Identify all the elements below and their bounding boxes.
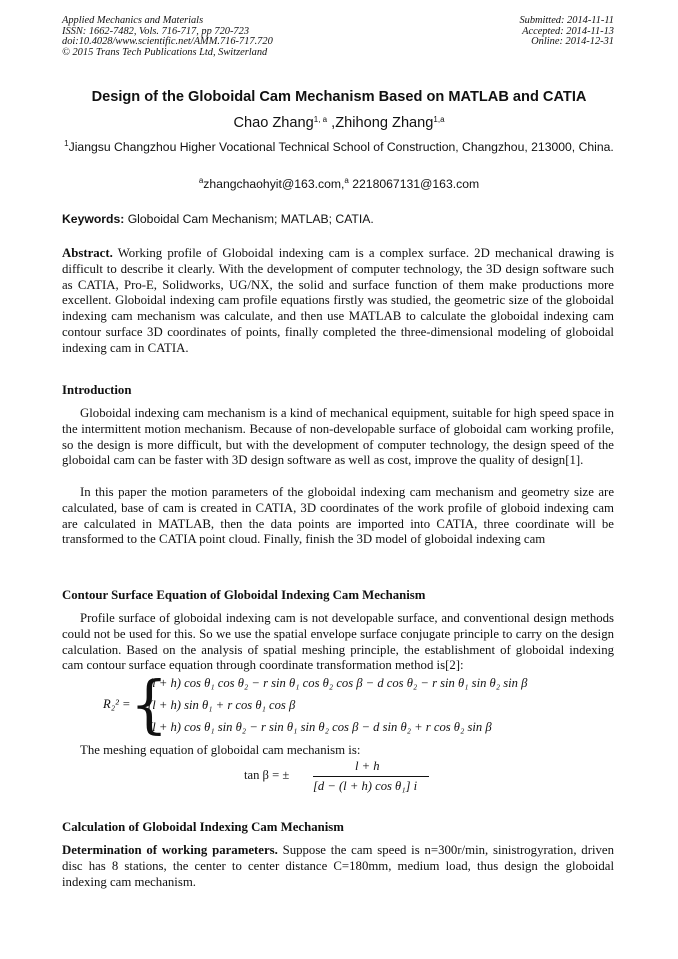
online-date: Online: 2014-12-31 <box>531 36 614 48</box>
journal-header-left <box>62 16 273 58</box>
calc-paragraph <box>62 843 614 890</box>
journal-header-right <box>519 16 614 48</box>
abstract-text: Working profile of Globoidal indexing cam is a complex surface. 2D mechanical drawing is difficult to describe it clearly. With the development of computer technology, the 3D design software such as CATIA, Pro-E, Solidworks, UG/NX, the solid and surface function of them make productions more excellent. Globoidal indexing cam profile equations firstly was studied, the geometric size of the globoidal indexing cam mechanism was calculate, and then use MATLAB to calculate the globoidal indexing cam contour surface 3D coordinates of points, finally completed the three-dimensional modeling of globoidal indexing cam in CATIA. <box>62 246 614 355</box>
section-heading-introduction: Introduction <box>62 383 132 397</box>
author-2: Zhihong Zhang <box>335 115 434 131</box>
keywords-text: Globoidal Cam Mechanism; MATLAB; CATIA. <box>124 212 374 226</box>
abstract-label: Abstract. <box>62 246 113 260</box>
email-2-sup: a <box>344 176 349 185</box>
section-heading-contour: Contour Surface Equation of Globoidal Indexing Cam Mechanism <box>62 588 426 602</box>
affiliation-sup: 1 <box>64 139 69 148</box>
equation-row-3: (l + h) cos θ₁ sin θ₂ − r sin θ₁ sin θ₂ cos β − d sin θ₂ + r cos θ₂ sin β <box>148 720 492 734</box>
intro-paragraph-1 <box>62 406 614 469</box>
calc-sub-label: Determination of working parameters. <box>62 843 278 857</box>
intro-p1-text: Globoidal indexing cam mechanism is a kind of mechanical equipment, suitable for high speed space in the intermittent motion mechanism. Because of non-developable surface of globoidal cam working profile, so the design is more difficult, but with the development of computer technology, the design speed of the globoidal cam can be faster with 3D design software as well as cost, improve the quality of design[1]. <box>62 406 614 468</box>
accepted-date: Accepted: 2014-11-13 <box>522 25 614 37</box>
issn-line: ISSN: 1662-7482, Vols. 716-717, pp 720-723 <box>62 25 250 37</box>
email-line <box>40 177 638 191</box>
intro-p2-text: In this paper the motion parameters of the globoidal indexing cam mechanism and geometry size are calculated, base of cam is created in CATIA, 3D coordinates of the work profile of globoid indexing cam are calculated in MATLAB, then the data points are imported into CATIA, three coordinate will be transformed to the CATIA point cloud. Finally, finish the 3D model of globoidal indexing cam <box>62 485 614 547</box>
email-2[interactable]: 2218067131@163.com <box>348 177 480 191</box>
meshing-lhs: tan β = ± <box>244 768 290 782</box>
calc-sub-text: Suppose the cam speed is n=300r/min, sinistrogyration, driven disc has 8 stations, the center to center distance C=180mm, medium load, thus design the globoidal indexing cam mechanism. <box>62 843 614 889</box>
abstract <box>62 246 614 357</box>
intro-paragraph-2 <box>62 485 614 548</box>
email-1[interactable]: zhangchaohyit@163.com, <box>203 177 345 191</box>
meshing-numerator: l + h <box>355 759 380 773</box>
keywords-label: Keywords: <box>62 212 125 226</box>
equation-brace: { <box>130 668 169 742</box>
submitted-date: Submitted: 2014-11-11 <box>519 15 614 26</box>
author-1-sup: 1, a <box>313 115 328 124</box>
fraction-bar <box>313 776 429 777</box>
doi-line: doi:10.4028/www.scientific.net/AMM.716-717.720 <box>62 36 273 48</box>
author-separator: , <box>327 115 336 131</box>
equation-row-2: (l + h) sin θ₁ + r cos θ₁ cos β <box>148 698 296 712</box>
author-line <box>40 115 638 131</box>
copyright-line: © 2015 Trans Tech Publications Ltd, Switzerland <box>62 46 268 58</box>
author-1: Chao Zhang <box>233 115 314 131</box>
affiliation-text: Jiangsu Changzhou Higher Vocational Technical School of Construction, Changzhou, 213000, China. <box>68 140 614 154</box>
equation-row-1: (l + h) cos θ₁ cos θ₂ − r sin θ₁ cos θ₂ cos β − d cos θ₂ − r sin θ₁ sin θ₂ sin β <box>148 676 528 690</box>
section-heading-calculation: Calculation of Globoidal Indexing Cam Mechanism <box>62 820 344 834</box>
keywords <box>62 212 374 226</box>
author-2-sup: 1,a <box>433 115 445 124</box>
email-1-sup: a <box>198 176 204 185</box>
contour-paragraph <box>62 611 614 674</box>
equation-lhs: R₂² = <box>103 697 131 711</box>
meshing-intro: The meshing equation of globoidal cam mechanism is: <box>80 743 361 757</box>
affiliation <box>62 139 616 155</box>
contour-p1-text: Profile surface of globoidal indexing cam is not developable surface, and conventional design methods could not be used for this. So we use the spatial envelope surface conjugate principle to carry on the design calculation. Based on the analysis of spatial meshing principle, the establishment of globoidal indexing cam contour surface equation through coordinate transformation method is[2]: <box>62 611 614 673</box>
meshing-denominator: [d − (l + h) cos θ₁] i <box>313 779 418 793</box>
journal-name: Applied Mechanics and Materials <box>62 15 204 26</box>
paper-title: Design of the Globoidal Cam Mechanism Based on MATLAB and CATIA <box>91 89 587 105</box>
